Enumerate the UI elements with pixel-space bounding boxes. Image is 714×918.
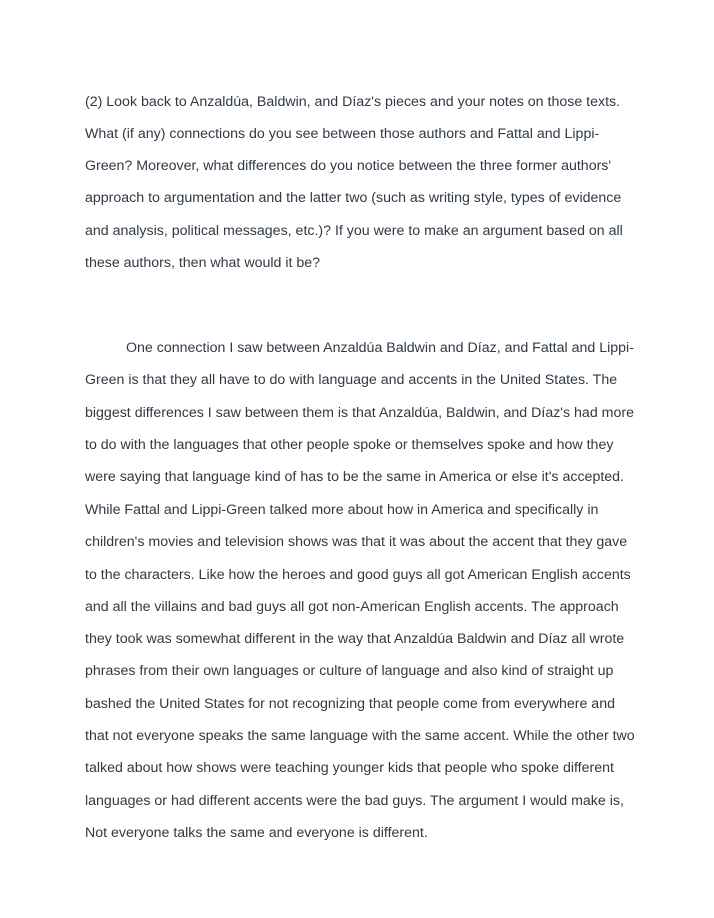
prompt-line: What (if any) connections do you see between those authors and Fattal and Lippi- [85,126,600,142]
response-line: languages or had different accents were the bad guys. The argument I would make is, [85,793,624,809]
response-line: children's movies and television shows was that it was about the accent that they gave [85,534,628,550]
response-line: to the characters. Like how the heroes and good guys all got American English accents [85,567,631,583]
prompt-line: Green? Moreover, what differences do you notice between the three former authors' [85,158,612,174]
response-line: talked about how shows were teaching younger kids that people who spoke different [85,760,614,776]
prompt-line: and analysis, political messages, etc.)? If you were to make an argument based on all [85,223,623,239]
response-line: Not everyone talks the same and everyone is different. [85,825,428,841]
response-line: and all the villains and bad guys all got non-American English accents. The approach [85,599,619,615]
prompt-line: approach to argumentation and the latter two (such as writing style, types of evidence [85,190,622,206]
response-line: they took was somewhat different in the way that Anzaldúa Baldwin and Díaz all wrote [85,631,625,647]
response-line: were saying that language kind of has to be the same in America or else it's accepted. [85,469,624,485]
prompt-line: (2) Look back to Anzaldúa, Baldwin, and Díaz's pieces and your notes on those texts. [85,94,621,110]
response-line: One connection I saw between Anzaldúa Baldwin and Díaz, and Fattal and Lippi- [126,340,634,356]
response-line: bashed the United States for not recognizing that people come from everywhere and [85,696,615,712]
response-line: to do with the languages that other people spoke or themselves spoke and how they [85,437,614,453]
response-line: that not everyone speaks the same language with the same accent. While the other two [85,728,635,744]
prompt-line: these authors, then what would it be? [85,255,321,271]
response-line: While Fattal and Lippi-Green talked more about how in America and specifically in [85,502,599,518]
response-line: Green is that they all have to do with language and accents in the United States. The [85,372,618,388]
response-line: biggest differences I saw between them is that Anzaldúa, Baldwin, and Díaz's had more [85,405,634,421]
response-line: phrases from their own languages or culture of language and also kind of straight up [85,663,614,679]
